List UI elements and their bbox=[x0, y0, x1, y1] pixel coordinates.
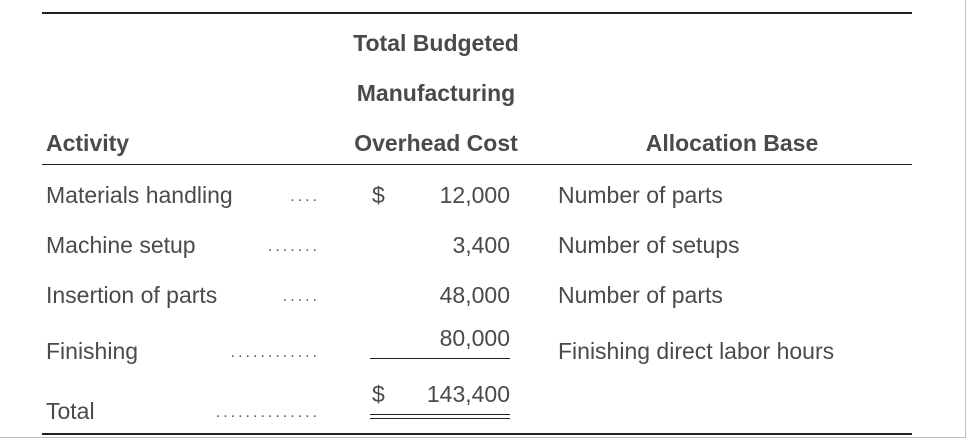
amount-cell: 3,400 bbox=[452, 232, 510, 258]
activity-cell: Finishing bbox=[46, 338, 139, 364]
allocation-base-cell: Number of parts bbox=[558, 182, 723, 208]
total-amount: 143,400 bbox=[426, 381, 510, 407]
header-allocation-base: Allocation Base bbox=[645, 130, 819, 156]
leader-dots: .............. bbox=[215, 404, 320, 421]
dollar-sign: $ bbox=[372, 381, 385, 407]
top-rule bbox=[42, 12, 912, 14]
header-cost-line1: Total Budgeted bbox=[353, 30, 519, 56]
activity-cell: Machine setup bbox=[46, 232, 196, 258]
activity-cell: Materials handling bbox=[46, 182, 233, 208]
header-rule bbox=[42, 164, 912, 165]
subtotal-underline bbox=[370, 358, 510, 359]
leader-dots: .... bbox=[290, 188, 320, 205]
allocation-base-cell: Finishing direct labor hours bbox=[558, 338, 835, 364]
leader-dots: ..... bbox=[282, 288, 320, 305]
total-double-underline bbox=[370, 414, 510, 419]
activity-cell: Insertion of parts bbox=[46, 282, 218, 308]
header-activity: Activity bbox=[46, 130, 130, 156]
total-label: Total bbox=[46, 398, 95, 424]
allocation-base-cell: Number of parts bbox=[558, 282, 723, 308]
allocation-base-cell: Number of setups bbox=[558, 232, 740, 258]
leader-dots: ............ bbox=[230, 344, 320, 361]
header-cost-line3: Overhead Cost bbox=[354, 130, 518, 156]
amount-cell: 48,000 bbox=[439, 282, 510, 308]
amount-cell: 12,000 bbox=[439, 182, 510, 208]
dollar-sign: $ bbox=[372, 182, 385, 208]
amount-cell: 80,000 bbox=[439, 325, 510, 351]
header-cost-line2: Manufacturing bbox=[356, 80, 516, 106]
bottom-rule bbox=[42, 433, 912, 435]
leader-dots: ....... bbox=[267, 238, 320, 255]
